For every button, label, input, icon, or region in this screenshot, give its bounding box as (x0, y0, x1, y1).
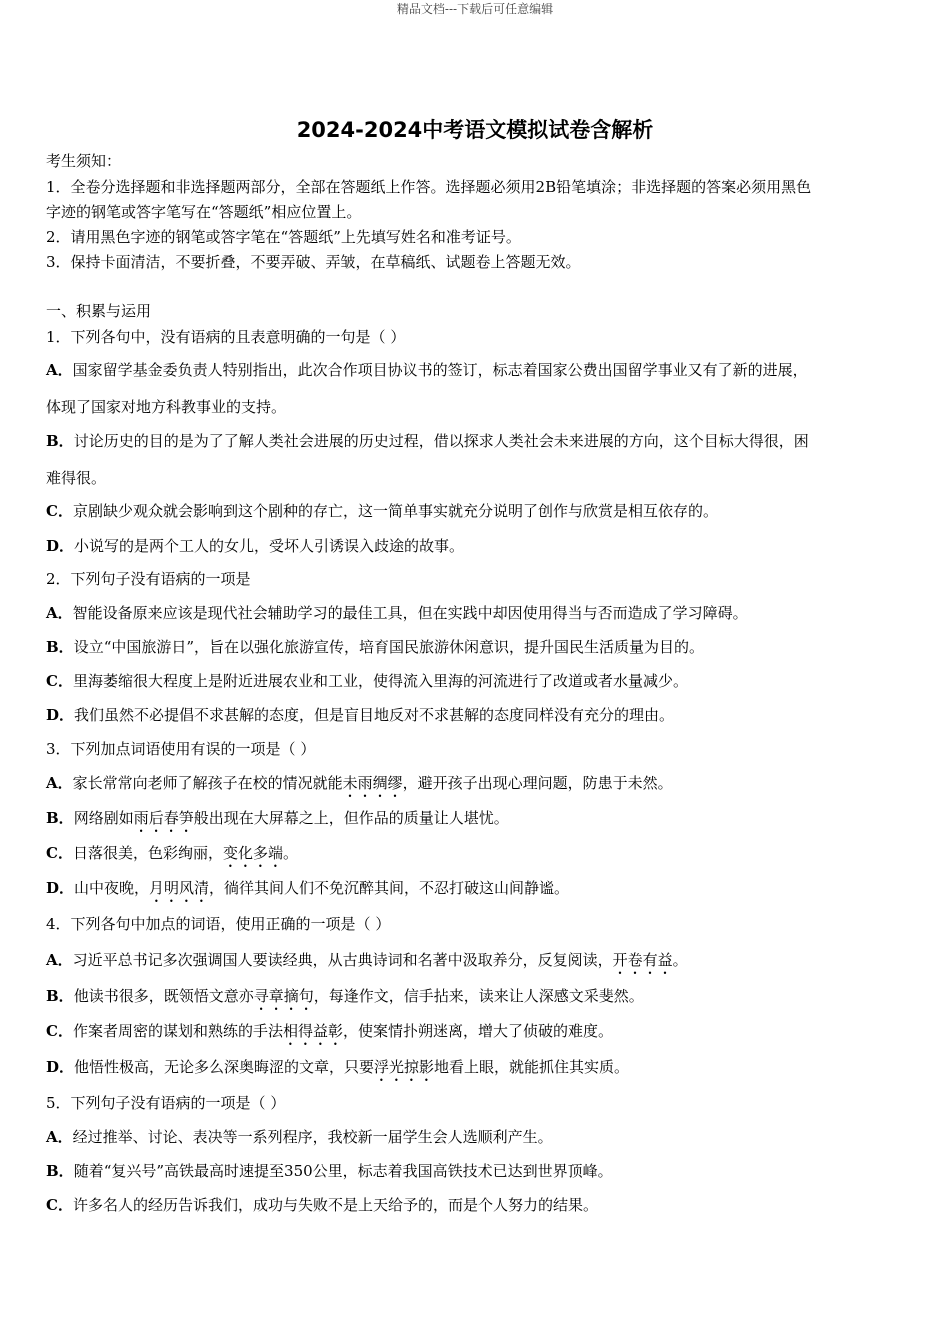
option-c: C．作案者周密的谋划和熟练的手法相得益彰，使案情扑朔迷离，增大了侦破的难度。 (46, 1022, 613, 1040)
notice-item: 3．保持卡面清洁，不要折叠，不要弄破、弄皱，在草稿纸、试题卷上答题无效。 (46, 253, 581, 271)
question-stem: 5．下列句子没有语病的一项是（ ） (46, 1094, 286, 1112)
dotted-phrase: 变化多端 (222, 844, 283, 862)
option-c: C．许多名人的经历告诉我们，成功与失败不是上天给予的，而是个人努力的结果。 (46, 1196, 598, 1214)
dotted-phrase: 开卷有益 (612, 951, 673, 969)
dotted-phrase: 寻章摘句 (253, 987, 314, 1005)
option-a: A．习近平总书记多次强调国人要读经典，从古典诗词和名著中汲取养分，反复阅读，开卷有益。 (46, 951, 688, 969)
option-a: A．家长常常向老师了解孩子在校的情况就能未雨绸缪，避开孩子出现心理问题，防患于未然。 (46, 774, 673, 792)
dotted-phrase: 浮光掠影 (374, 1058, 435, 1076)
option-c: C．里海萎缩很大程度上是附近进展农业和工业，使得流入里海的河流进行了改道或者水量减少。 (46, 672, 688, 690)
question-stem: 4．下列各句中加点的词语，使用正确的一项是（ ） (46, 915, 391, 933)
option-a: A．国家留学基金委负责人特别指出，此次合作项目协议书的签订，标志着国家公费出国留学事业又有了新的进展， (46, 361, 808, 379)
question-stem: 1．下列各句中，没有语病的且表意明确的一句是（ ） (46, 328, 406, 346)
dotted-phrase: 月明风清 (149, 879, 210, 897)
section-heading: 一、积累与运用 (46, 302, 152, 320)
option-a: A．经过推举、讨论、表决等一系列程序，我校新一届学生会人选顺利产生。 (46, 1128, 553, 1146)
option-b: B．随着“复兴号”高铁最高时速提至350公里，标志着我国高铁技术已达到世界顶峰。 (46, 1162, 613, 1180)
option-b: B．他读书很多，既领悟文意亦寻章摘句，每逢作文，信手拈来，读来让人深感文采斐然。 (46, 987, 644, 1005)
option-d: D．小说写的是两个工人的女儿，受坏人引诱误入歧途的故事。 (46, 537, 465, 555)
dotted-phrase: 相得益彰 (282, 1022, 343, 1040)
option-b: B．网络剧如雨后春笋般出现在大屏幕之上，但作品的质量让人堪忧。 (46, 809, 509, 827)
page-title: 2024-2024中考语文模拟试卷含解析 (296, 118, 654, 142)
notice-item: 1．全卷分选择题和非选择题两部分，全部在答题纸上作答。选择题必须用2B铅笔填涂；非选择题的答案必须用黑色 (46, 178, 812, 196)
option-c: C．日落很美，色彩绚丽，变化多端。 (46, 844, 298, 862)
option-b-cont: 难得很。 (46, 469, 107, 487)
dotted-phrase: 雨后春笋 (133, 809, 194, 827)
option-b: B．讨论历史的目的是为了了解人类社会进展的历史过程，借以探求人类社会未来进展的方向，这个目标大得很，困 (46, 432, 809, 450)
notice-item: 2．请用黑色字迹的钢笔或答字笔在“答题纸”上先填写姓名和准考证号。 (46, 228, 521, 246)
notice-item: 字迹的钢笔或答字笔写在“答题纸”相应位置上。 (46, 203, 362, 221)
dotted-phrase: 未雨绸缪 (342, 774, 403, 792)
question-stem: 3．下列加点词语使用有误的一项是（ ） (46, 740, 316, 758)
option-a: A．智能设备原来应该是现代社会辅助学习的最佳工具，但在实践中却因使用得当与否而造成了学习障碍。 (46, 604, 748, 622)
option-c: C．京剧缺少观众就会影响到这个剧种的存亡，这一简单事实就充分说明了创作与欣赏是相互依存的。 (46, 502, 718, 520)
notice-heading: 考生须知： (46, 152, 122, 170)
option-a-cont: 体现了国家对地方科教事业的支持。 (46, 398, 287, 416)
question-stem: 2．下列句子没有语病的一项是 (46, 570, 251, 588)
option-b: B．设立“中国旅游日”，旨在以强化旅游宣传，培育国民旅游休闲意识，提升国民生活质量为目的。 (46, 638, 705, 656)
page-header: 精品文档---下载后可任意编辑 (396, 2, 554, 16)
option-d: D．山中夜晚，月明风清，徜徉其间人们不免沉醉其间，不忍打破这山间静谧。 (46, 879, 570, 897)
option-d: D．他悟性极高，无论多么深奥晦涩的文章，只要浮光掠影地看上眼，就能抓住其实质。 (46, 1058, 630, 1076)
option-d: D．我们虽然不必提倡不求甚解的态度，但是盲目地反对不求甚解的态度同样没有充分的理由。 (46, 706, 675, 724)
